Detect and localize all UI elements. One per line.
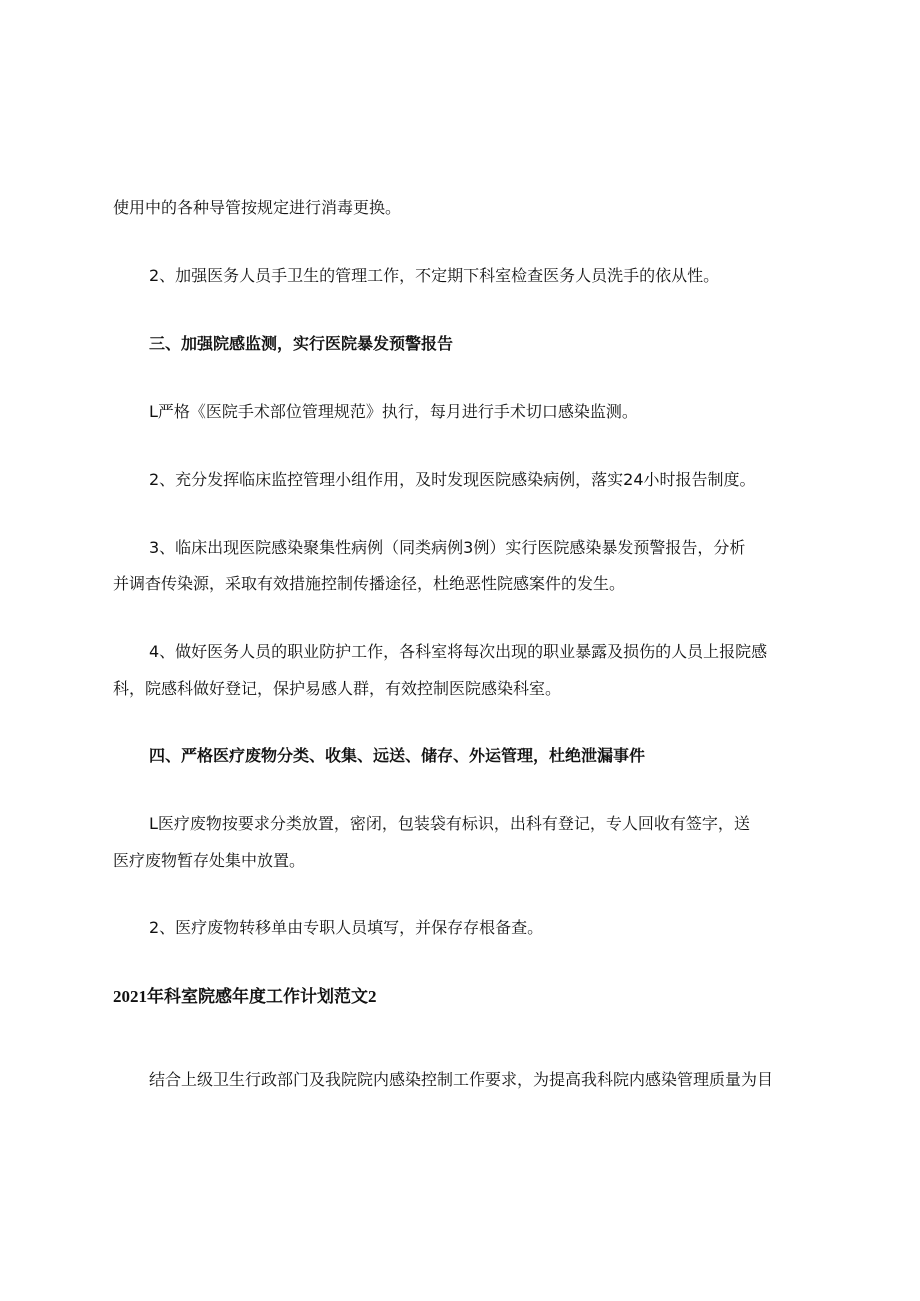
list-item-occupational-protection-line1: 4、做好医务人员的职业防护工作，各科室将每次出现的职业暴露及损伤的人员上报院感 xyxy=(149,642,768,661)
list-item-hand-hygiene: 2、加强医务人员手卫生的管理工作，不定期下科室检查医务人员洗手的依从性。 xyxy=(149,266,720,285)
list-item-waste-transfer: 2、医疗废物转移单由专职人员填写，并保存存根备查。 xyxy=(149,918,544,937)
list-item-surgical-site: L严格《医院手术部位管理规范》执行，每月进行手术切口感染监测。 xyxy=(149,402,638,421)
list-item-cluster-cases-line1: 3、临床出现医院感染聚集性病例（同类病例3例）实行医院感染暴发预警报告，分析 xyxy=(149,538,746,557)
section-heading-4: 四、严格医疗废物分类、收集、远送、储存、外运管理，杜绝泄漏事件 xyxy=(149,746,646,765)
list-item-monitoring-group: 2、充分发挥临床监控管理小组作用，及时发现医院感染病例，落实24小时报告制度。 xyxy=(149,470,756,489)
list-item-occupational-protection-line2: 科，院感科做好登记，保护易感人群，有效控制医院感染科室。 xyxy=(113,679,562,698)
list-item-waste-sorting-line1: L医疗废物按要求分类放置，密闭，包装袋有标识，出科有登记，专人回收有签字，送 xyxy=(149,814,750,833)
paragraph-line-continuation-catheter: 使用中的各种导管按规定进行消毒更换。 xyxy=(113,198,402,217)
document-subtitle: 2021年科室院感年度工作计划范文2 xyxy=(113,987,377,1006)
list-item-waste-sorting-line2: 医疗废物暂存处集中放置。 xyxy=(113,851,306,870)
intro-paragraph-line1: 结合上级卫生行政部门及我院院内感染控制工作要求，为提高我科院内感染管理质量为目 xyxy=(149,1070,774,1089)
list-item-cluster-cases-line2: 并调杳传染源，采取有效措施控制传播途径，杜绝恶性院感案件的发生。 xyxy=(113,574,626,593)
section-heading-3: 三、加强院感监测，实行医院暴发预警报告 xyxy=(149,334,454,353)
